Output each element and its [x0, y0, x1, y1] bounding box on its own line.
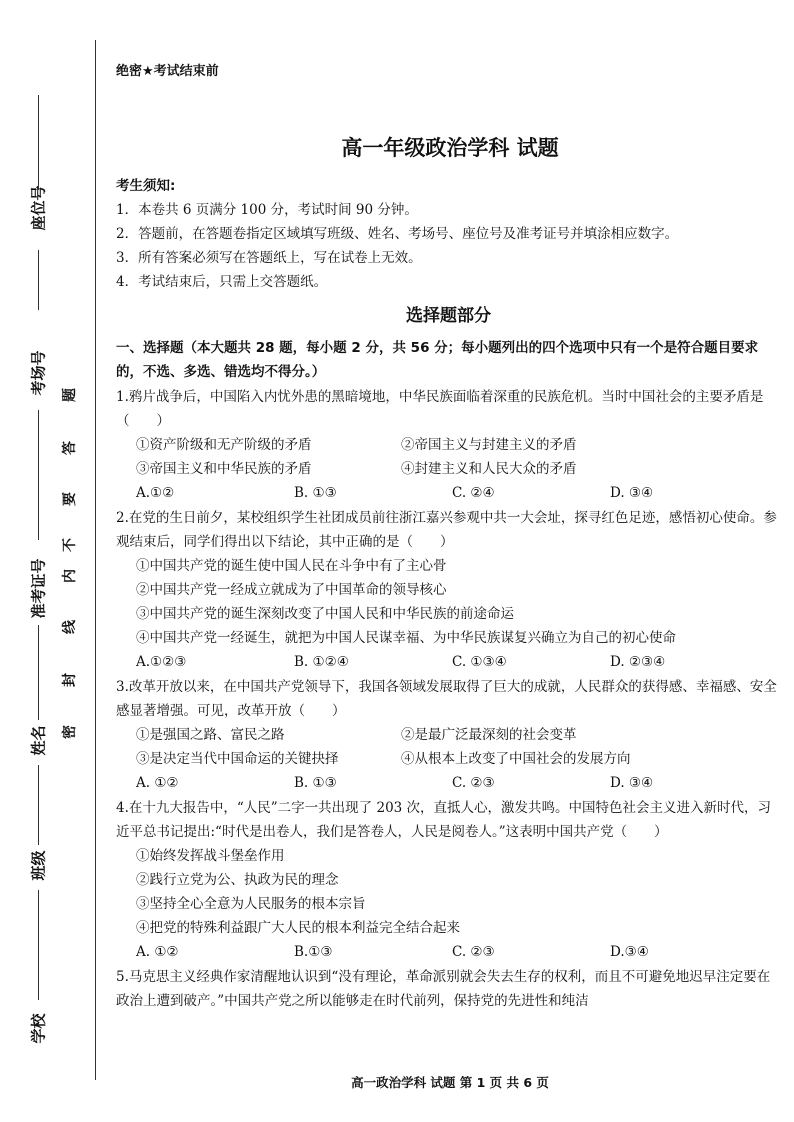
margin-blank-class — [38, 890, 39, 1000]
margin-blank-seat-2 — [38, 250, 39, 310]
notice-item: 2．答题前，在答题卷指定区域填写班级、姓名、考场号、座位号及准考证号并填涂相应数字。 — [116, 226, 679, 242]
question-stem: 2.在党的生日前夕，某校组织学生社团成员前往浙江嘉兴参观中共一大会址，探寻红色足迹，感悟初心使命。参观结束后，同学们得出以下结论，其中正确的是（ ） — [116, 510, 777, 550]
margin-blank-ticket — [38, 625, 39, 720]
answer-choice: D. ③④ — [610, 485, 654, 501]
option: ③帝国主义和中华民族的矛盾 — [136, 461, 312, 477]
margin-blank-name — [38, 765, 39, 845]
option: ④封建主义和人民大众的矛盾 — [401, 461, 577, 477]
seal-char: 线 — [62, 620, 78, 634]
margin-blank-room — [38, 410, 39, 540]
seal-char: 要 — [62, 492, 78, 506]
answer-choice: A.①②③ — [136, 654, 187, 670]
seal-char: 答 — [62, 441, 78, 455]
option: ④从根本上改变了中国社会的发展方向 — [401, 751, 631, 767]
option: ③坚持全心全意为人民服务的根本宗旨 — [136, 896, 366, 912]
question-1 — [116, 385, 781, 505]
notice-item: 1．本卷共 6 页满分 100 分，考试时间 90 分钟。 — [116, 202, 418, 218]
option: ③是决定当代中国命运的关键抉择 — [136, 751, 339, 767]
margin-blank-seat — [38, 95, 39, 190]
option: ④把党的特殊利益跟广大人民的根本利益完全结合起来 — [136, 920, 460, 936]
answer-choice: C. ①③④ — [452, 654, 507, 670]
answer-choice: C. ②③ — [452, 775, 495, 791]
question-5 — [116, 965, 781, 1013]
exam-title: 高一年级政治学科 试题 — [341, 136, 559, 160]
question-stem: 3.改革开放以来，在中国共产党领导下，我国各领域发展取得了巨大的成就，人民群众的获得感、幸福感、安全感显著增强。可见，改革开放（ ） — [116, 679, 777, 719]
answer-choice: D.③④ — [610, 944, 649, 960]
confidential-mark: 绝密★考试结束前 — [116, 64, 219, 79]
question-4 — [116, 796, 781, 964]
seal-char: 封 — [62, 673, 78, 687]
option-row — [116, 457, 781, 481]
margin-label-name: 姓名 — [29, 725, 48, 756]
option: ①中国共产党的诞生使中国人民在斗争中有了主心骨 — [136, 558, 447, 574]
seal-char: 题 — [62, 388, 78, 402]
answer-choice: B. ①③ — [294, 485, 337, 501]
answer-choice: B. ①③ — [294, 775, 337, 791]
margin-label-school: 学校 — [29, 1013, 48, 1044]
option: ②践行立党为公、执政为民的理念 — [136, 872, 339, 888]
answer-choice: A. ①② — [136, 775, 179, 791]
answer-choice: C. ②③ — [452, 944, 495, 960]
margin-label-room: 考场号 — [29, 350, 48, 396]
answer-choice: A.①② — [136, 485, 175, 501]
answer-choice: B. ①②④ — [294, 654, 349, 670]
notice-item: 3．所有答案必须写在答题纸上，写在试卷上无效。 — [116, 250, 422, 266]
question-stem: 4.在十九大报告中，“人民”二字一共出现了 203 次，直抵人心，激发共鸣。中国特色社会主义进入新时代，习近平总书记提出:“时代是出卷人，我们是答卷人，人民是阅卷人。”这表明中国共产党（ ） — [116, 800, 772, 840]
option: ①是强国之路、富民之路 — [136, 727, 285, 743]
notice-item: 4．考试结束后，只需上交答题纸。 — [116, 274, 328, 290]
question-stem: 5.马克思主义经典作家清醒地认识到“没有理论，革命派别就会失去生存的权利，而且不可避免地迟早注定要在政治上遭到破产。”中国共产党之所以能够走在时代前列，保持党的先进性和纯洁 — [116, 969, 771, 1009]
seal-char: 密 — [62, 725, 78, 739]
option: ④中国共产党一经诞生，就把为中国人民谋幸福、为中华民族谋复兴确立为自己的初心使命 — [136, 630, 676, 646]
option-row — [116, 747, 781, 771]
question-2 — [116, 506, 781, 674]
margin-label-seat: 座位号 — [29, 185, 48, 231]
seal-char: 不 — [62, 538, 78, 552]
exam-content — [116, 174, 781, 1013]
answer-choice: C. ②④ — [452, 485, 495, 501]
answer-row — [116, 481, 781, 505]
answer-choice: D. ②③④ — [610, 654, 666, 670]
answer-choice: B.①③ — [294, 944, 333, 960]
section-instructions: 一、选择题（本大题共 28 题，每小题 2 分，共 56 分；每小题列出的四个选项中只有一个是符合题目要求的，不选、多选、错选均不得分。） — [116, 340, 759, 380]
margin-label-ticket: 准考证号 — [29, 558, 48, 619]
question-stem: 1.鸦片战争后，中国陷入内忧外患的黑暗境地，中华民族面临着深重的民族危机。当时中国社会的主要矛盾是（ ） — [116, 389, 764, 429]
binding-line — [95, 40, 96, 1080]
answer-row — [116, 650, 781, 674]
section-title: 选择题部分 — [406, 306, 491, 326]
option: ①始终发挥战斗堡垒作用 — [136, 848, 285, 864]
option: ②中国共产党一经成立就成为了中国革命的领导核心 — [136, 582, 447, 598]
answer-row — [116, 940, 781, 964]
answer-choice: A. ①② — [136, 944, 179, 960]
page-footer: 高一政治学科 试题 第 1 页 共 6 页 — [351, 1075, 549, 1090]
option: ②是最广泛最深刻的社会变革 — [401, 727, 577, 743]
answer-row — [116, 771, 781, 795]
answer-choice: D. ③④ — [610, 775, 654, 791]
option: ③中国共产党的诞生深刻改变了中国人民和中华民族的前途命运 — [136, 606, 514, 622]
notice-heading: 考生须知: — [116, 178, 176, 194]
option-row — [116, 433, 781, 457]
option: ①资产阶级和无产阶级的矛盾 — [136, 437, 312, 453]
margin-label-class: 班级 — [29, 850, 48, 881]
option-row — [116, 723, 781, 747]
option: ②帝国主义与封建主义的矛盾 — [401, 437, 577, 453]
question-3 — [116, 675, 781, 795]
seal-char: 内 — [62, 569, 78, 583]
